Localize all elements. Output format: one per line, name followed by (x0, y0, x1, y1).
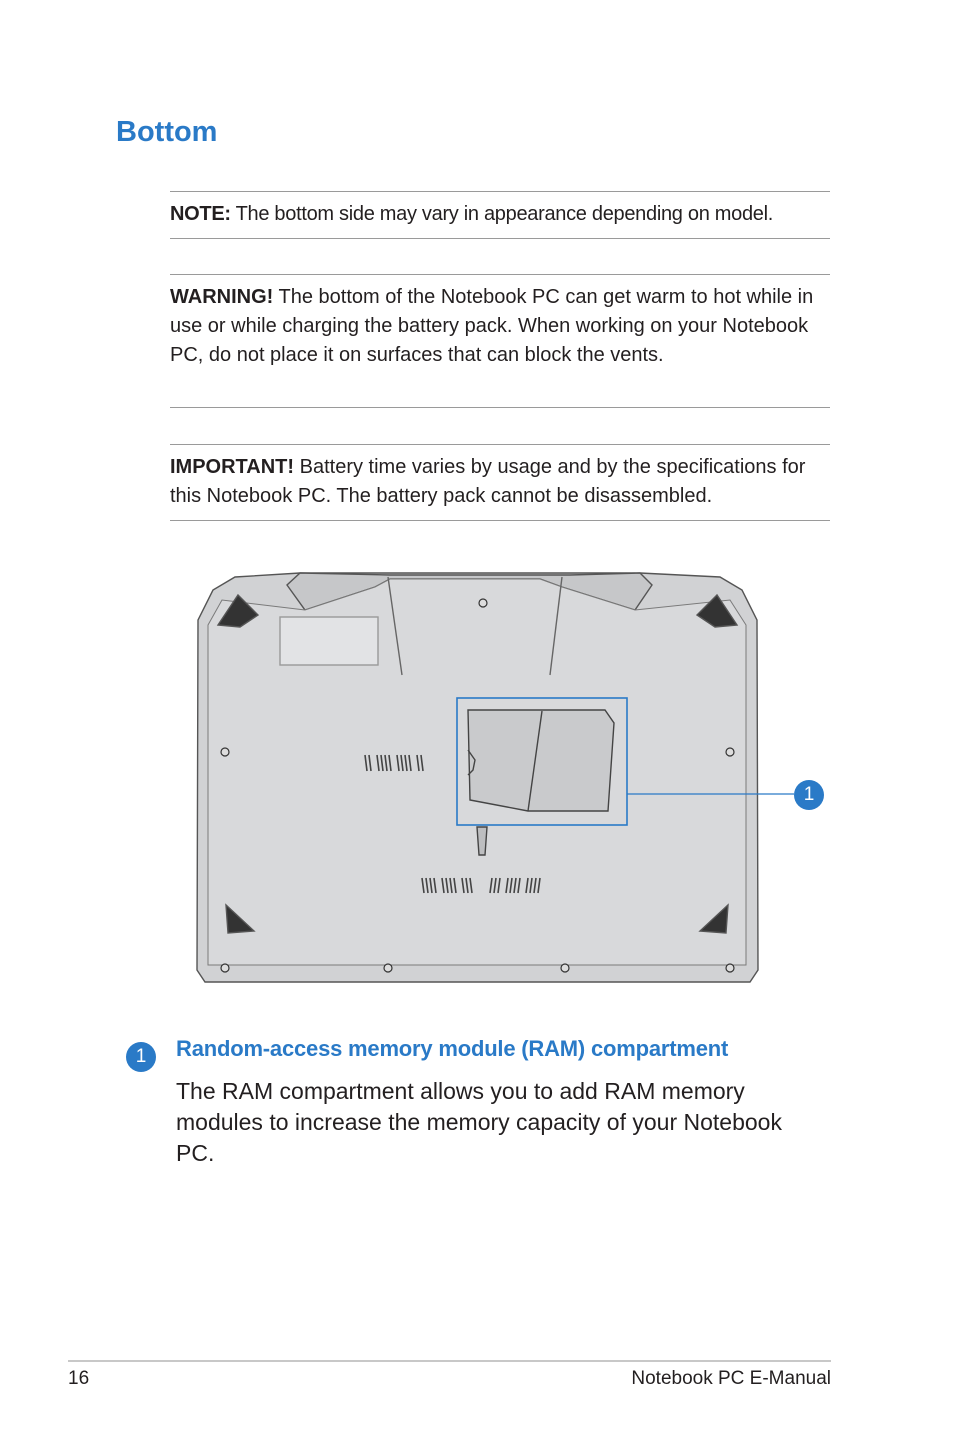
callout-badge: 1 (794, 780, 824, 810)
item-number-badge: 1 (126, 1042, 156, 1072)
warning-box (170, 274, 830, 408)
note-label: NOTE: (170, 203, 231, 225)
item-description: The RAM compartment allows you to add RAM memory modules to increase the memory capacity of your Notebook PC. (176, 1078, 782, 1166)
notebook-bottom-illustration (190, 565, 830, 990)
page-title: Bottom (116, 116, 218, 148)
ram-compartment-cover (468, 710, 614, 811)
latch (477, 827, 487, 855)
note-box (170, 191, 830, 239)
footer-divider (68, 1360, 831, 1362)
warning-label: WARNING! (170, 286, 274, 308)
label-plate (280, 617, 378, 665)
item-title: Random-access memory module (RAM) compartment (176, 1036, 729, 1061)
warning-text: The bottom of the Notebook PC can get warm to hot while in use or while charging the battery pack. When working on your Notebook PC, do not place it on surfaces that can block the vents. (170, 286, 814, 366)
manual-title: Notebook PC E-Manual (631, 1368, 831, 1389)
important-box (170, 444, 830, 521)
important-text: Battery time varies by usage and by the specifications for this Notebook PC. The battery pack cannot be disassembled. (170, 456, 806, 507)
page-number: 16 (68, 1368, 90, 1389)
important-label: IMPORTANT! (170, 456, 295, 478)
note-text: The bottom side may vary in appearance depending on model. (230, 203, 773, 225)
